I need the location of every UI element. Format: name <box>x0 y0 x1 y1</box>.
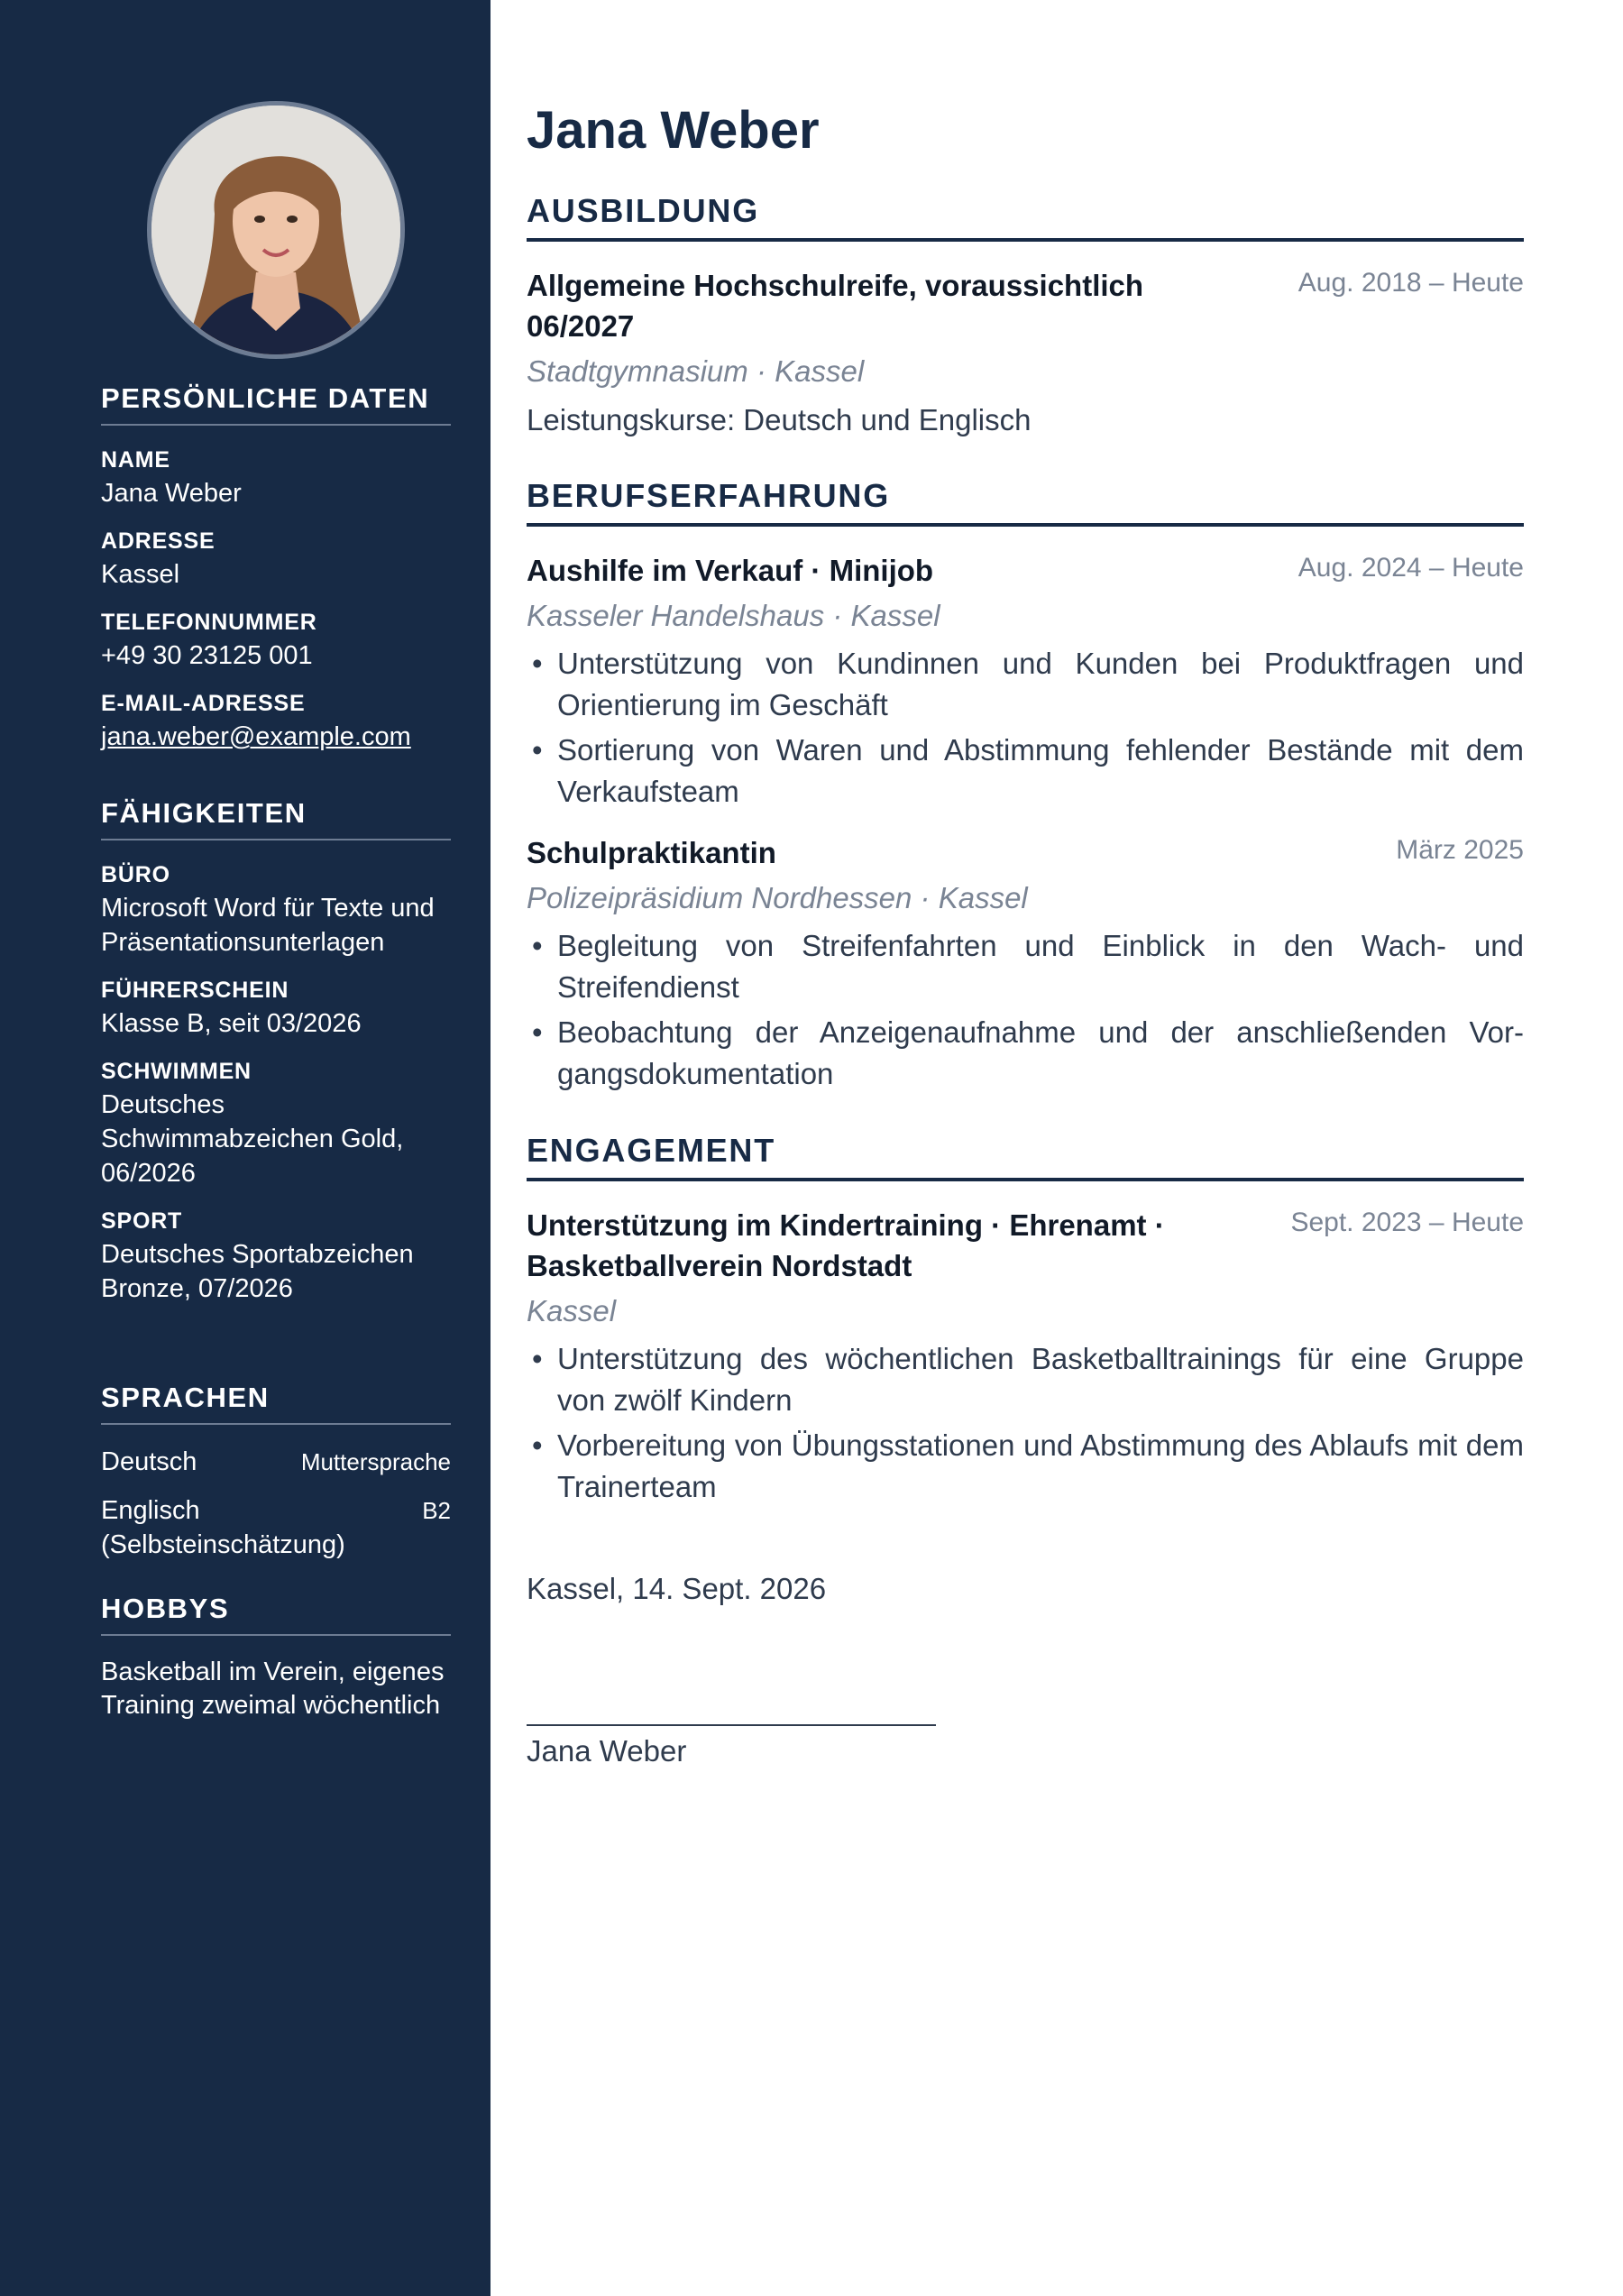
sidebar <box>0 0 491 2296</box>
entry-title: Aushilfe im Verkauf · Minijob <box>527 554 934 587</box>
language-row <box>101 1445 451 1479</box>
skill-label: SPORT <box>101 1208 183 1234</box>
personal-data-section <box>101 382 451 754</box>
address-value: Kassel <box>101 560 180 589</box>
skill-value: Deutsches Sportabzeichen Bronze, 07/2026 <box>101 1240 414 1303</box>
skill-value: Klasse B, seit 03/2026 <box>101 1009 362 1038</box>
bullet-item: • Begleitung von Streifenfahrten und Einblick in den Wach- und Streifendienst <box>527 925 1524 1008</box>
entry-institution: Stadtgymnasium · Kassel <box>527 354 865 388</box>
address-label: ADRESSE <box>101 528 215 554</box>
entry-date: Sept. 2023 – Heute <box>1290 1208 1524 1237</box>
entry-description: Leistungskurse: Deutsch und Englisch <box>527 403 1032 436</box>
entry-employer: Polizeipräsidium Nordhessen · Kassel <box>527 881 1028 914</box>
bullet-item: • Beobachtung der Anzeigenaufnahme und der anschließenden Vorgangsdokumentation <box>527 1012 1524 1095</box>
bullet-item: • Sortierung von Waren und Abstimmung fehlender Bestände mit dem Verkaufsteam <box>527 730 1524 813</box>
page-title: Jana Weber <box>527 101 820 160</box>
hobbies-heading: HOBBYS <box>101 1593 451 1636</box>
skill-label: FÜHRERSCHEIN <box>101 978 289 1003</box>
skill-label: SCHWIMMEN <box>101 1059 252 1084</box>
entry-date: März 2025 <box>1396 835 1524 865</box>
email-label: E-MAIL-ADRESSE <box>101 691 306 716</box>
bullet-item: • Unterstützung von Kundinnen und Kunden bei Produktfragen und Orientierung im Geschäft <box>527 643 1524 726</box>
entry-bullets <box>527 643 1524 813</box>
experience-entry <box>527 832 1524 1095</box>
personal-data-heading: PERSÖNLICHE DATEN <box>101 382 451 426</box>
education-entry <box>527 265 1524 440</box>
name-label: NAME <box>101 447 170 473</box>
entry-employer: Kasseler Handelshaus · Kassel <box>527 599 940 632</box>
education-section <box>527 191 1524 460</box>
skill-value: Microsoft Word für Texte und Präsentationsunterlagen <box>101 894 435 957</box>
signature-name: Jana Weber <box>527 1734 687 1768</box>
experience-heading: BERUFSERFAHRUNG <box>527 476 1524 527</box>
portrait-image <box>151 106 400 354</box>
entry-title: Allgemeine Hochschulreife, voraussichtlich 06/2027 <box>527 269 1144 343</box>
place-date: Kassel, 14. Sept. 2026 <box>527 1572 827 1605</box>
language-level: B2 <box>422 1497 451 1524</box>
entry-bullets <box>527 925 1524 1095</box>
language-name: Englisch (Selbsteinschätzung) <box>101 1496 345 1559</box>
phone-label: TELEFONNUMMER <box>101 610 317 635</box>
entry-title: Schulpraktikantin <box>527 836 776 869</box>
engagement-section <box>527 1131 1524 1528</box>
skills-heading: FÄHIGKEITEN <box>101 797 451 840</box>
profile-photo <box>147 101 405 359</box>
experience-section <box>527 476 1524 1115</box>
bullet-item: • Unterstützung des wöchentlichen Basketballtrainings für eine Gruppe von zwölf Kindern <box>527 1338 1524 1421</box>
signature-line <box>527 1724 936 1726</box>
entry-location: Kassel <box>527 1294 617 1327</box>
languages-heading: SPRACHEN <box>101 1382 451 1425</box>
email-link[interactable]: jana.weber@example.com <box>101 722 411 751</box>
languages-section <box>101 1382 451 1576</box>
entry-date: Aug. 2024 – Heute <box>1297 553 1524 583</box>
experience-entry <box>527 550 1524 813</box>
phone-value: +49 30 23125 001 <box>101 641 313 670</box>
entry-title: Unterstützung im Kindertraining · Ehrenamt · Basketballverein Nordstadt <box>527 1208 1165 1282</box>
language-name: Deutsch <box>101 1447 197 1476</box>
entry-date: Aug. 2018 – Heute <box>1297 268 1524 298</box>
skill-value: Deutsches Schwimmabzeichen Gold, 06/2026 <box>101 1090 404 1188</box>
entry-bullets <box>527 1338 1524 1508</box>
engagement-heading: ENGAGEMENT <box>527 1131 1524 1181</box>
hobbies-section <box>101 1593 451 1722</box>
name-value: Jana Weber <box>101 479 242 508</box>
education-heading: AUSBILDUNG <box>527 191 1524 242</box>
hobbies-text: Basketball im Verein, eigenes Training zweimal wöchentlich <box>101 1658 445 1720</box>
bullet-item: • Vorbereitung von Übungsstationen und Abstimmung des Ablaufs mit dem Trainerteam <box>527 1425 1524 1508</box>
engagement-entry <box>527 1205 1524 1508</box>
language-row <box>101 1493 451 1562</box>
skill-label: BÜRO <box>101 862 170 887</box>
language-level: Muttersprache <box>300 1448 451 1475</box>
skills-section <box>101 797 451 1306</box>
